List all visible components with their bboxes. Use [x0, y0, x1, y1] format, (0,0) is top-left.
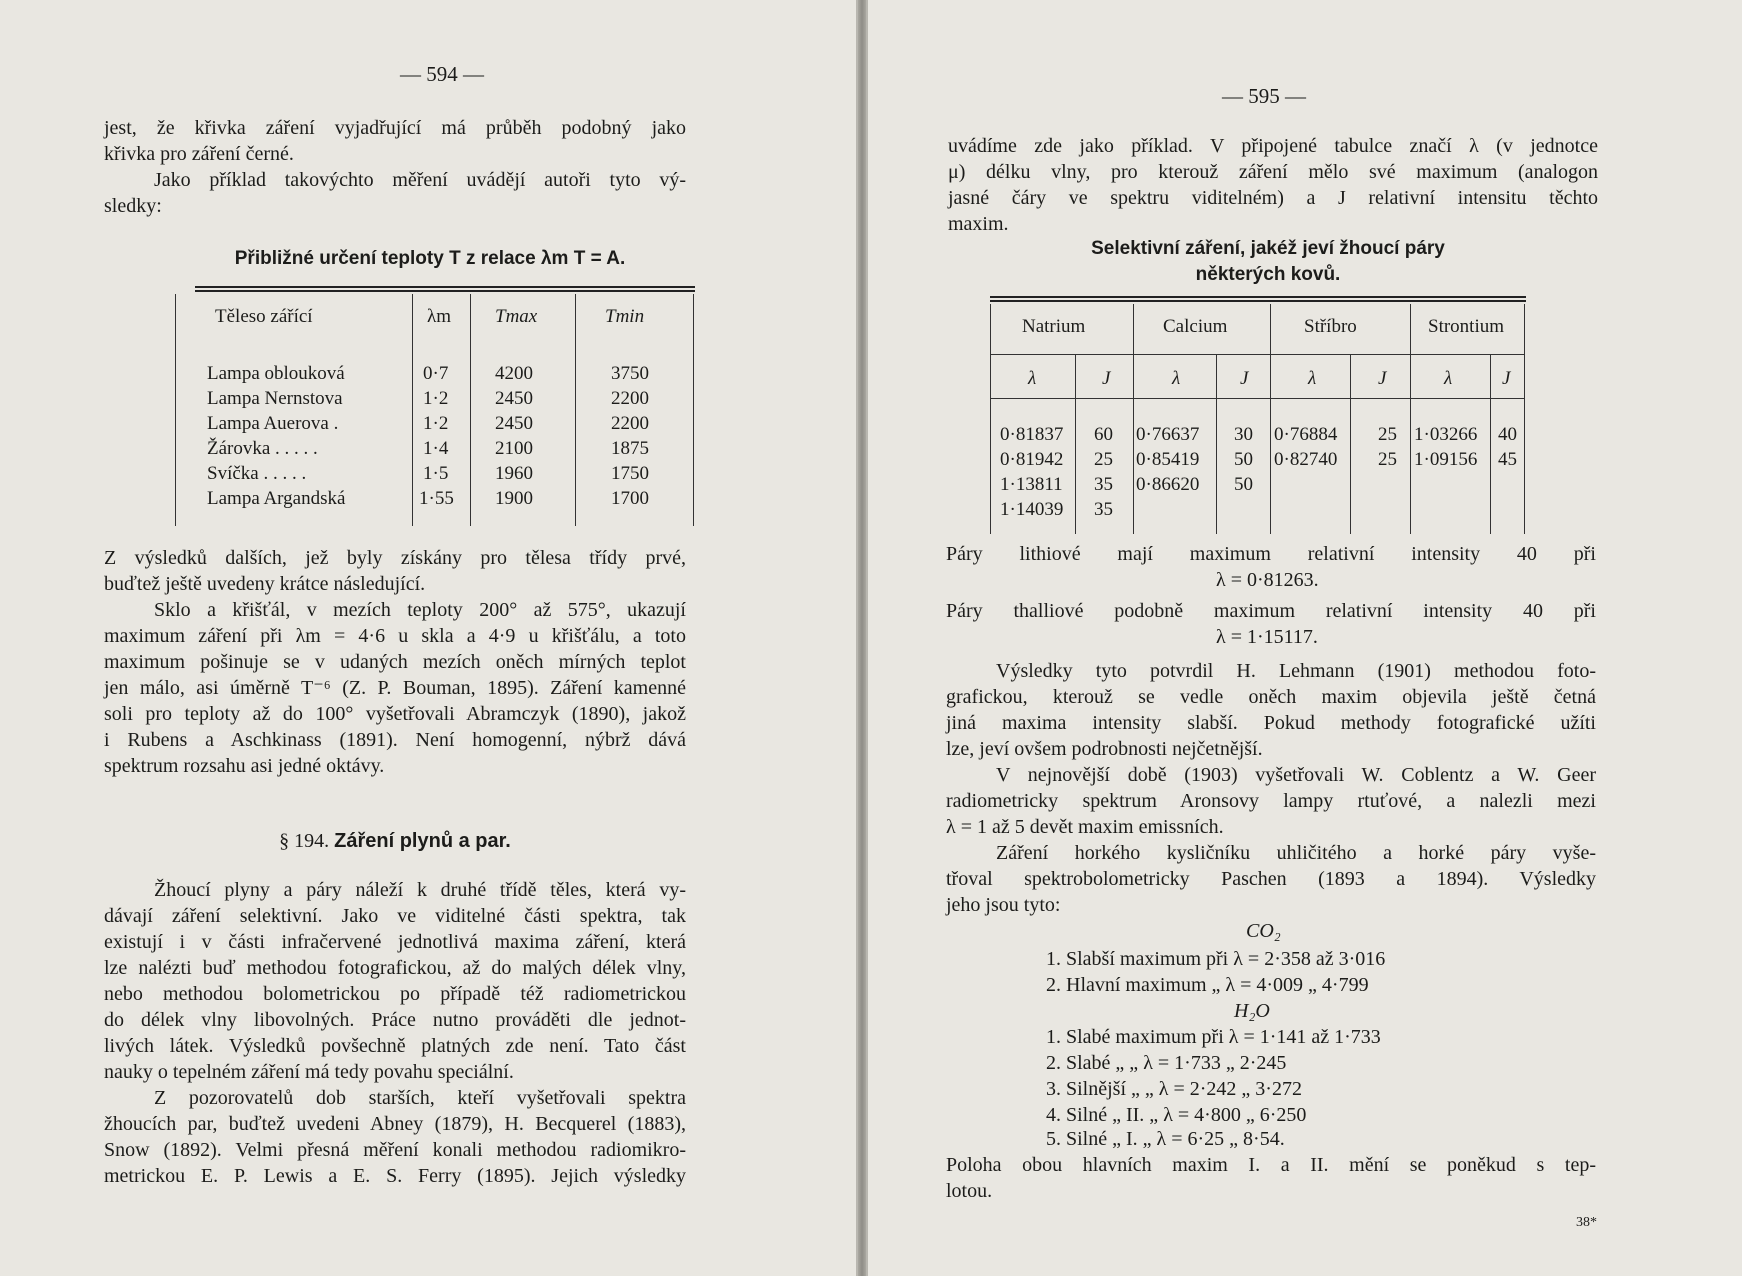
- table-cell: 1·09156: [1414, 449, 1478, 470]
- table-cell: 1·5: [423, 463, 449, 484]
- caption-line: některých kovů.: [1195, 264, 1341, 285]
- column-divider: [1270, 304, 1271, 534]
- sub-header: J: [1102, 368, 1111, 389]
- section-number: § 194.: [279, 830, 330, 852]
- text-line: žhoucích par, buďtež uvedeni Abney (1879), H. Becquerel (1883),: [104, 1113, 686, 1135]
- table-cell: 45: [1498, 449, 1517, 470]
- column-divider: [470, 294, 471, 526]
- text-line: maximum pošinuje se v udaných mezích oněch mírných teplot: [104, 651, 686, 673]
- text-line: maxim.: [948, 213, 1009, 235]
- table-cell: 1·2: [423, 388, 449, 409]
- section-title: Záření plynů a par.: [334, 830, 511, 852]
- sub-header: λ: [1172, 368, 1181, 389]
- text-line: jeho jsou tyto:: [946, 894, 1061, 916]
- column-divider: [412, 294, 413, 526]
- table-caption: Přibližné určení teploty T z relace λm T = A.: [234, 248, 626, 269]
- text-line: jasné čáry ve spektru viditelném) a J relativní intensitu těchto: [948, 187, 1598, 209]
- text-line: existují i v části infračervené jednotlivá maxima záření, která: [104, 931, 686, 953]
- table-cell: Svíčka . . . . .: [207, 463, 307, 484]
- paragraph: [946, 541, 1596, 593]
- text-line: nauky o tepelném záření má tedy povahu speciální.: [104, 1061, 514, 1083]
- paragraph: [104, 115, 686, 167]
- book-gutter: [858, 0, 866, 1276]
- column-header: Těleso zářící: [215, 306, 313, 327]
- header-divider: [990, 354, 1524, 355]
- paragraph: [946, 840, 1596, 918]
- column-divider: [1216, 354, 1217, 534]
- section-heading: [104, 830, 686, 853]
- table-rule: [195, 286, 695, 288]
- column-header: Tmax: [495, 306, 538, 327]
- table-cell: 1·14039: [1000, 499, 1064, 520]
- text-line: radiometricky spektrum Aronsovy lampy rtuťové, a nalezli mezi: [946, 790, 1596, 812]
- table-cell: Lampa Nernstova: [207, 388, 343, 409]
- table-cell: 0·81942: [1000, 449, 1064, 470]
- page-number: — 595 —: [1222, 84, 1306, 108]
- text-line: jiná maxima intensity slabší. Pokud methody fotografické užíti: [946, 712, 1596, 734]
- table-cell: 1·03266: [1414, 424, 1478, 445]
- paragraph: [948, 133, 1598, 237]
- text-line: i Rubens a Aschkinass (1891). Není homogenní, nýbrž dává: [104, 729, 686, 751]
- text-line: křivka pro záření černé.: [104, 143, 294, 165]
- text-line: třoval spektrobolometricky Paschen (1893 a 1894). Výsledky: [946, 868, 1596, 890]
- table-border: [990, 304, 991, 534]
- sub-header: J: [1378, 368, 1387, 389]
- h2o-row: 1. Slabé maximum při λ = 1·141 až 1·733: [1046, 1026, 1381, 1048]
- table-rule: [195, 290, 695, 292]
- text-line: Páry thalliové podobně maximum relativní intensity 40 při: [946, 600, 1596, 622]
- table-cell: 1·4: [423, 438, 449, 459]
- text-line: λ = 0·81263.: [1216, 569, 1319, 591]
- table-cell: Lampa Argandská: [207, 488, 346, 509]
- table-cell: 60: [1094, 424, 1113, 445]
- text-line: lotou.: [946, 1180, 993, 1202]
- table-cell: Lampa oblouková: [207, 363, 345, 384]
- table-cell: 25: [1378, 424, 1397, 445]
- paragraph: [104, 545, 686, 597]
- table-cell: 50: [1234, 449, 1253, 470]
- table-cell: 2450: [495, 413, 533, 434]
- text-line: λ = 1 až 5 devět maxim emissních.: [946, 816, 1224, 838]
- co2-row: 2. Hlavní maximum „ λ = 4·009 „ 4·799: [1046, 974, 1369, 996]
- text-line: Z pozorovatelů dob starších, kteří vyšetřovali spektra: [154, 1087, 686, 1109]
- table-cell: 30: [1234, 424, 1253, 445]
- table-cell: 35: [1094, 474, 1113, 495]
- sub-header: J: [1502, 368, 1511, 389]
- co2-label: CO₂: [1246, 920, 1281, 942]
- text-line: buďtež ještě uvedeny krátce následující.: [104, 573, 426, 595]
- table-border: [1524, 304, 1525, 534]
- signature-mark: 38*: [1576, 1215, 1597, 1230]
- text-line: livých látek. Výsledků povšechně platných zde není. Tato část: [104, 1035, 686, 1057]
- table-cell: 0·81837: [1000, 424, 1064, 445]
- paragraph: [946, 762, 1596, 840]
- text-line: soli pro teploty až do 100° vyšetřovali Abramczyk (1890), jakož: [104, 703, 686, 725]
- results-list: [946, 920, 1596, 1150]
- h2o-row: 4. Silné „ II. „ λ = 4·800 „ 6·250: [1046, 1104, 1307, 1126]
- text-line: jest, že křivka záření vyjadřující má průběh podobný jako: [104, 117, 686, 139]
- table-cell: 2200: [611, 388, 649, 409]
- paragraph: [104, 597, 686, 779]
- sub-header: J: [1240, 368, 1249, 389]
- text-line: dávají záření selektivní. Jako ve viditelné části spektra, tak: [104, 905, 686, 927]
- table-caption: [958, 236, 1578, 288]
- caption-line: Selektivní záření, jakéž jeví žhoucí páry: [1091, 238, 1445, 259]
- table-cell: 1·13811: [1000, 474, 1063, 495]
- table-cell: 0·7: [423, 363, 449, 384]
- table-cell: 35: [1094, 499, 1113, 520]
- sub-header: λ: [1444, 368, 1453, 389]
- text-line: maximum záření při λm = 4·6 u skla a 4·9 u křišťálu, a toto: [104, 625, 686, 647]
- table-cell: 40: [1498, 424, 1517, 445]
- table-cell: Lampa Auerova .: [207, 413, 339, 434]
- table-cell: 3750: [611, 363, 649, 384]
- table-cell: 25: [1378, 449, 1397, 470]
- header-divider: [990, 398, 1524, 399]
- table-cell: 1·55: [419, 488, 454, 509]
- text-line: Páry lithiové mají maximum relativní intensity 40 při: [946, 543, 1596, 565]
- paragraph: [946, 1152, 1596, 1204]
- h2o-row: 3. Silnější „ „ λ = 2·242 „ 3·272: [1046, 1078, 1302, 1100]
- h2o-row: 5. Silné „ I. „ λ = 6·25 „ 8·54.: [1046, 1128, 1285, 1150]
- h2o-label: H₂O: [1234, 1000, 1270, 1022]
- table-cell: 0·85419: [1136, 449, 1200, 470]
- group-header: Calcium: [1163, 316, 1228, 337]
- table-cell: 1875: [611, 438, 649, 459]
- text-line: λ = 1·15117.: [1216, 626, 1318, 648]
- co2-row: 1. Slabší maximum při λ = 2·358 až 3·016: [1046, 948, 1386, 970]
- table-cell: 4200: [495, 363, 533, 384]
- column-divider: [1490, 354, 1491, 534]
- table-rule: [990, 296, 1526, 298]
- table-cell: 1700: [611, 488, 649, 509]
- paragraph: [946, 658, 1596, 762]
- group-header: Stříbro: [1304, 316, 1357, 337]
- text-line: spektrum rozsahu asi jedné oktávy.: [104, 755, 385, 777]
- table-border: [175, 294, 176, 526]
- text-line: Sklo a křišťál, v mezích teploty 200° až 575°, ukazují: [154, 599, 686, 621]
- column-divider: [1350, 354, 1351, 534]
- text-line: Záření horkého kysličníku uhličitého a horké páry vyše-: [996, 842, 1596, 864]
- paragraph: [104, 877, 686, 1085]
- text-line: metrickou E. P. Lewis a E. S. Ferry (1895). Jejich výsledky: [104, 1165, 686, 1187]
- table-cell: 50: [1234, 474, 1253, 495]
- text-line: grafickou, kterouž se vedle oněch maxim objevila ještě četná: [946, 686, 1596, 708]
- text-line: lze nalézti buď methodou fotografickou, až do malých délek vlny,: [104, 957, 686, 979]
- table-cell: 1900: [495, 488, 533, 509]
- column-divider: [1410, 304, 1411, 534]
- table-cell: 0·82740: [1274, 449, 1338, 470]
- text-line: uvádíme zde jako příklad. V připojené tabulce značí λ (v jednotce: [948, 135, 1598, 157]
- table-cell: 0·76884: [1274, 424, 1338, 445]
- text-line: Poloha obou hlavních maxim I. a II. mění se poněkud s tep-: [946, 1154, 1596, 1176]
- group-header: Strontium: [1428, 316, 1505, 337]
- text-line: sledky:: [104, 195, 162, 217]
- column-divider: [1133, 304, 1134, 534]
- table-border: [693, 294, 694, 526]
- text-line: do délek vlny libovolných. Práce nutno prováděti dle jednot-: [104, 1009, 686, 1031]
- table-cell: 1750: [611, 463, 649, 484]
- text-line: Z výsledků dalších, jež byly získány pro tělesa třídy prvé,: [104, 547, 686, 569]
- column-header: Tmin: [605, 306, 645, 327]
- text-line: Snow (1892). Velmi přesná měření konali methodou radiomikro-: [104, 1139, 686, 1161]
- text-line: Žhoucí plyny a páry náleží k druhé třídě těles, která vy-: [154, 879, 686, 901]
- column-divider: [1075, 354, 1076, 534]
- left-page: [0, 0, 858, 1276]
- group-header: Natrium: [1022, 316, 1086, 337]
- table-cell: Žárovka . . . . .: [207, 438, 318, 459]
- page-number: — 594 —: [400, 62, 484, 86]
- text-line: Jako příklad takovýchto měření uvádějí autoři tyto vý-: [154, 169, 686, 191]
- text-line: Výsledky tyto potvrdil H. Lehmann (1901) methodou foto-: [996, 660, 1596, 682]
- table-cell: 2200: [611, 413, 649, 434]
- sub-header: λ: [1308, 368, 1317, 389]
- sub-header: λ: [1028, 368, 1037, 389]
- paragraph: [946, 598, 1596, 650]
- table-cell: 25: [1094, 449, 1113, 470]
- text-line: μ) délku vlny, pro kterouž záření mělo své maximum (analogon: [948, 161, 1598, 183]
- text-line: V nejnovější době (1903) vyšetřovali W. Coblentz a W. Geer: [996, 764, 1596, 786]
- table-cell: 2100: [495, 438, 533, 459]
- table-cell: 0·86620: [1136, 474, 1200, 495]
- table-cell: 1·2: [423, 413, 449, 434]
- table-rule: [990, 300, 1526, 302]
- text-line: jen málo, asi úměrně T⁻⁶ (Z. P. Bouman, 1895). Záření kamenné: [104, 677, 686, 699]
- paragraph: [104, 167, 686, 219]
- table-cell: 1960: [495, 463, 533, 484]
- paragraph: [104, 1085, 686, 1189]
- table-cell: 2450: [495, 388, 533, 409]
- column-divider: [575, 294, 576, 526]
- h2o-row: 2. Slabé „ „ λ = 1·733 „ 2·245: [1046, 1052, 1287, 1074]
- table-cell: 0·76637: [1136, 424, 1200, 445]
- text-line: lze, jeví ovšem podrobnosti nejčetnější.: [946, 738, 1263, 760]
- text-line: nebo methodou bolometrickou po případě též radiometrickou: [104, 983, 686, 1005]
- column-header: λm: [427, 306, 451, 327]
